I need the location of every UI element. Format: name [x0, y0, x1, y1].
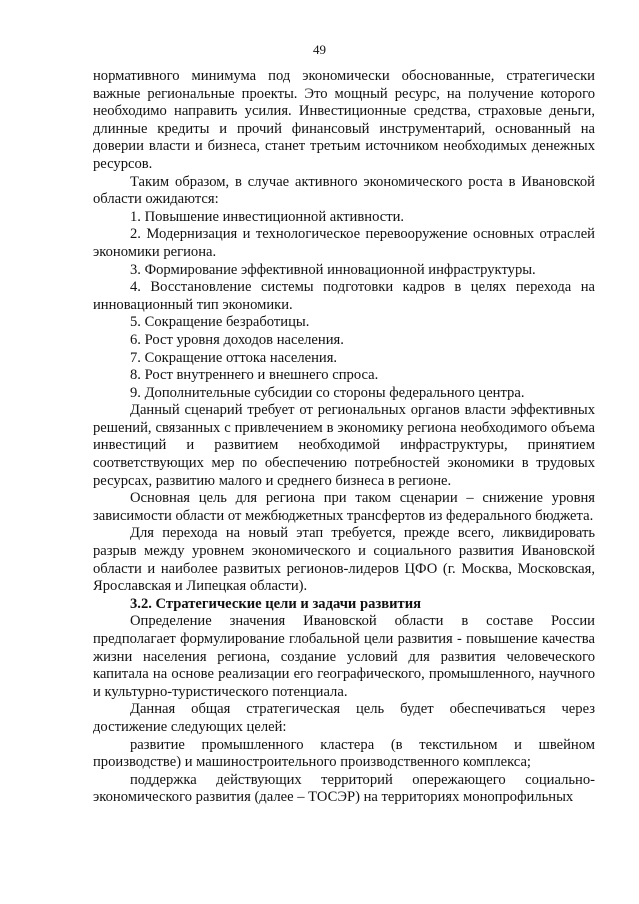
list-item: 4. Восстановление системы подготовки кадров в целях перехода на инновационный тип экономики.: [93, 279, 595, 313]
paragraph-goals-intro: Данная общая стратегическая цель будет обеспечиваться через достижение следующих целей:: [93, 701, 595, 735]
paragraph-goal-industrial-cluster: развитие промышленного кластера (в текстильном и швейном производстве) и машиностроительного производственного комплекса;: [93, 736, 595, 771]
list-item: 8. Рост внутреннего и внешнего спроса.: [130, 367, 379, 384]
paragraph-expected-outcomes-intro: Таким образом, в случае активного экономического роста в Ивановской области ожидаются:: [93, 173, 595, 208]
paragraph-global-goal: Определение значения Ивановской области в составе России предполагает формулирование глобальной цели развития - повышение качества жизни населения региона, создание условий для развития человеческого капитала на основе реализации его географического, промышленного, научного и культурно-туристического потенциала.: [93, 613, 595, 700]
paragraph-new-stage: Для перехода на новый этап требуется, прежде всего, ликвидировать разрыв между уровнем экономического и социального развития Ивановской области и наиболее развитых регионов-лидеров ЦФО (г. Москва, Московская, Ярославская и Липецкая области).: [93, 525, 595, 595]
list-item: 9. Дополнительные субсидии со стороны федерального центра.: [130, 384, 525, 401]
page-number: 49: [313, 42, 326, 57]
section-heading: 3.2. Стратегические цели и задачи развития: [130, 595, 422, 612]
list-item: 6. Рост уровня доходов населения.: [130, 331, 344, 348]
paragraph-continuation: нормативного минимума под экономически обоснованные, стратегически важные региональные проекты. Это мощный ресурс, на получение которого необходимо направить усилия. Инвестиционные средства, страховые деньги, длинные кредиты и прочий финансовый инструментарий, основанный на доверии власти и бизнеса, станет третьим источником необходимых денежных ресурсов.: [93, 68, 595, 172]
body-text: [93, 68, 595, 807]
paragraph-main-goal: Основная цель для региона при таком сценарии – снижение уровня зависимости области от межбюджетных трансфертов из федерального бюджета.: [93, 490, 595, 524]
list-item: 1. Повышение инвестиционной активности.: [130, 208, 405, 225]
paragraph-goal-toser-support: поддержка действующих территорий опережающего социально-экономического развития (далее – ТОСЭР) на территориях монопрофильных: [93, 771, 595, 806]
list-item: 5. Сокращение безработицы.: [130, 314, 310, 331]
paragraph-scenario-requirements: Данный сценарий требует от региональных органов власти эффективных решений, связанных с привлечением в экономику региона необходимого объема инвестиций и развитием необходимой инфраструктуры, принятием соответствующих мер по обеспечению потребностей экономики в трудовых ресурсах, развитию малого и среднего бизнеса в регионе.: [93, 402, 595, 489]
list-item: 2. Модернизация и технологическое перевооружение основных отраслей экономики региона.: [93, 226, 595, 260]
list-item: 3. Формирование эффективной инновационной инфраструктуры.: [130, 261, 536, 278]
list-item: 7. Сокращение оттока населения.: [130, 349, 338, 366]
